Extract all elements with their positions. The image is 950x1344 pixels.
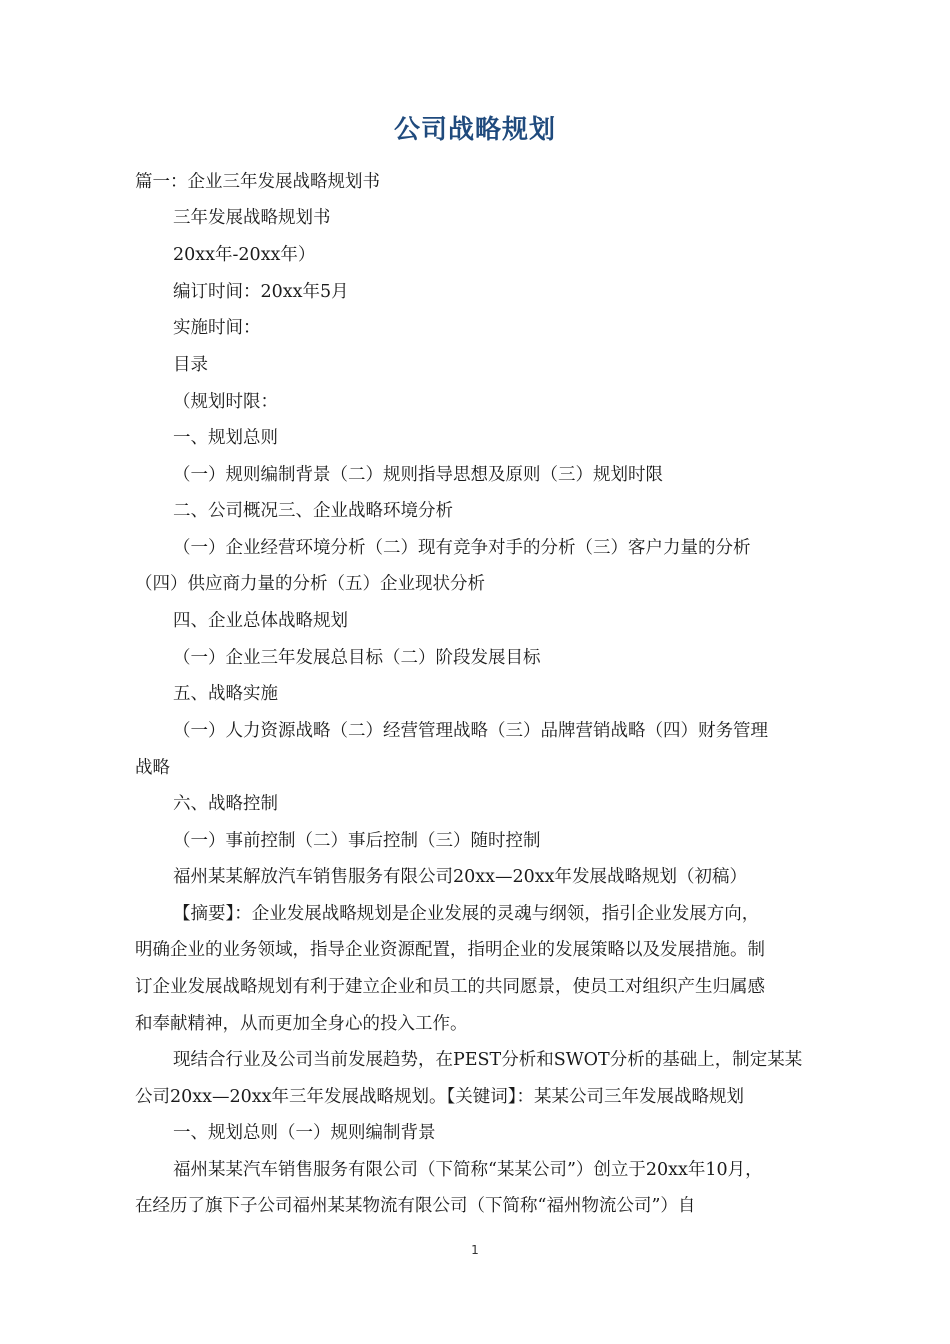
text-line: 五、战略实施 xyxy=(173,684,278,704)
text-line: 一、规划总则（一）规则编制背景 xyxy=(173,1123,436,1143)
text-line: 目录 xyxy=(173,355,208,375)
text-line: 战略 xyxy=(135,758,170,778)
text-line: （一）企业经营环境分析（二）现有竞争对手的分析（三）客户力量的分析 xyxy=(173,538,751,558)
text-line: 编订时间：20xx年5月 xyxy=(173,282,349,302)
text-line: 明确企业的业务领域，指导企业资源配置，指明企业的发展策略以及发展措施。制 xyxy=(135,940,765,960)
text-line: （一）事前控制（二）事后控制（三）随时控制 xyxy=(173,831,541,851)
text-line: 篇一：企业三年发展战略规划书 xyxy=(135,172,380,192)
text-line: 福州某某汽车销售服务有限公司（下简称“某某公司”）创立于20xx年10月， xyxy=(173,1160,763,1180)
text-line: 现结合行业及公司当前发展趋势，在PEST分析和SWOT分析的基础上，制定某某 xyxy=(173,1050,803,1070)
text-line: 【摘要】：企业发展战略规划是企业发展的灵魂与纲领，指引企业发展方向， xyxy=(173,904,760,924)
page-title: 公司战略规划 xyxy=(393,115,556,145)
text-line: 三年发展战略规划书 xyxy=(173,208,331,228)
text-line: 在经历了旗下子公司福州某某物流有限公司（下简称“福州物流公司”）自 xyxy=(135,1196,696,1216)
text-line: 六、战略控制 xyxy=(173,794,278,814)
text-line: 和奉献精神，从而更加全身心的投入工作。 xyxy=(135,1014,468,1034)
text-line: （一）规则编制背景（二）规则指导思想及原则（三）规划时限 xyxy=(173,465,663,485)
text-line: 实施时间： xyxy=(173,318,261,338)
text-line: （一）人力资源战略（二）经营管理战略（三）品牌营销战略（四）财务管理 xyxy=(173,721,768,741)
text-line: （四）供应商力量的分析（五）企业现状分析 xyxy=(135,574,485,594)
text-line: 公司20xx—20xx年三年发展战略规划。【关键词】：某某公司三年发展战略规划 xyxy=(135,1087,745,1107)
text-line: 一、规划总则 xyxy=(173,428,278,448)
text-line: 20xx年-20xx年） xyxy=(173,245,316,265)
text-line: （一）企业三年发展总目标（二）阶段发展目标 xyxy=(173,648,541,668)
text-line: 二、公司概况三、企业战略环境分析 xyxy=(173,501,453,521)
text-line: 订企业发展战略规划有利于建立企业和员工的共同愿景，使员工对组织产生归属感 xyxy=(135,977,765,997)
text-line: 四、企业总体战略规划 xyxy=(173,611,348,631)
text-line: （规划时限： xyxy=(173,392,278,412)
text-line: 福州某某解放汽车销售服务有限公司20xx—20xx年发展战略规划（初稿） xyxy=(173,867,748,887)
page-number: 1 xyxy=(471,1243,479,1257)
